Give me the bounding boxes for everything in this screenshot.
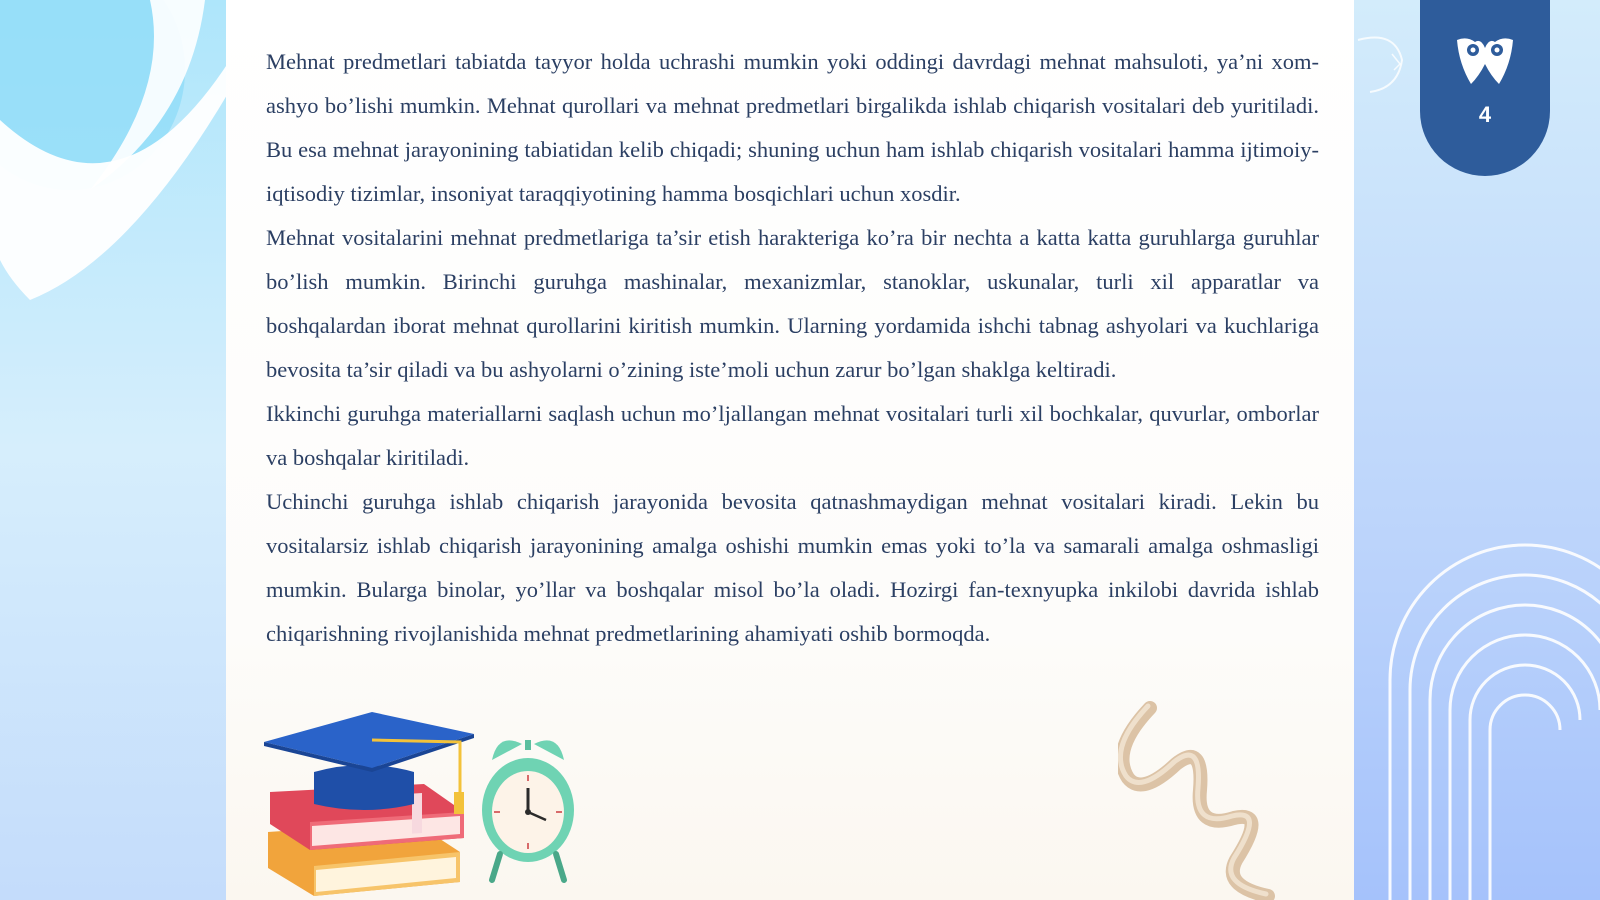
page-number: 4 (1478, 102, 1492, 127)
paragraph-1: Mehnat predmetlari tabiatda tayyor holda uchrashi mumkin yoki oddingi davrdagi mehnat mahsuloti, ya’ni xom-ashyo bo’lishi mumkin. Mehnat qurollari va mehnat predmetlari birgalikda ishlab chiqarish vositalari deb yuritiladi. Bu esa mehnat jarayonining tabiatidan kelib chiqadi; shuning uchun ham ishlab chiqarish vositalari hamma ijtimoiy-iqtisodiy tizimlar, insoniyat taraqqiyotining hamma bosqichlari uchun xosdir. (266, 49, 1319, 206)
paragraph-4: Uchinchi guruhga ishlab chiqarish jarayonida bevosita qatnashmaydigan mehnat vositalari kiradi. Lekin bu vositalarsiz ishlab chiqarish jarayonining amalga oshishi mumkin emas yoki to’la va samarali amalga oshmasligi mumkin. Bularga binolar, yo’llar va boshqalar misol bo’la oladi. Hozirgi fan-texnyupka inkilobi davrida ishlab chiqarishning rivojlanishida mehnat predmetlarining ahamiyati oshib bormoqda. (266, 489, 1319, 646)
page-badge (1420, 0, 1550, 176)
squiggle-decoration-icon (1118, 700, 1298, 900)
alarm-clock-icon (478, 730, 578, 885)
body-text (266, 40, 1319, 656)
paragraph-2: Mehnat vositalarini mehnat predmetlariga ta’sir etish harakteriga ko’ra bir nechta a katta katta guruhlarga guruhlar bo’lish mumkin. Birinchi guruhga mashinalar, mexanizmlar, stanoklar, uskunalar, turli xil apparatlar va boshqalardan iborat mehnat qurollarini kiritish mumkin. Ularning yordamida ishchi tabnag ashyolari va kuchlariga bevosita ta’sir qiladi va bu ashyolarni o’zining iste’moli uchun zarur bo’lgan shaklga keltiradi. (266, 225, 1319, 382)
owl-logo-icon (1453, 34, 1517, 92)
sparkle-icon (1350, 30, 1410, 100)
paragraph-3: Ikkinchi guruhga materiallarni saqlash uchun mo’ljallangan mehnat vositalari turli xil bochkalar, quvurlar, omborlar va boshqalar kiritiladi. (266, 401, 1319, 470)
arches-decoration-icon (1370, 480, 1600, 900)
abstract-shape-icon (0, 0, 230, 310)
graduation-cap-books-icon (264, 712, 484, 900)
